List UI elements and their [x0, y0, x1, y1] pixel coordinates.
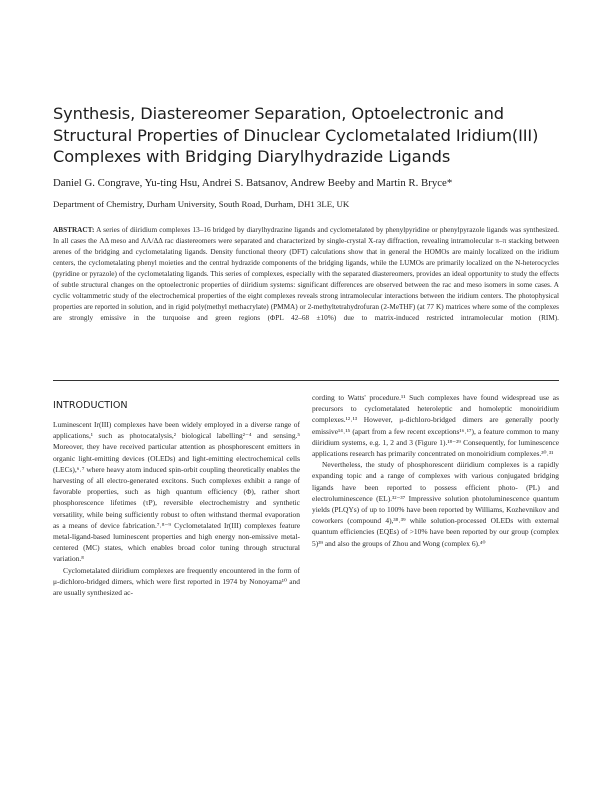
abstract-text: A series of diiridium complexes 13–16 bridged by diarylhydrazine ligands and cyclometalated by phenylpyridine or phenylpyrazole ligands was synthesized. In all cases the ΛΔ meso and ΛΛ/ΔΔ rac diastereomers were separated and characterized by single-crystal X-ray diffraction, revealing intramolecular π–π stacking between arenes of the bridging and cyclometalating ligands. Density functional theory (DFT) calculations show that in general the HOMOs are mainly localized on the iridium centers, the cyclometalating phenyl moieties and the central hydrazide components of the bridging ligands, while the LUMOs are primarily localized on the N-heterocycles (pyridine or pyrazole) of the cyclometalating ligands. This series of complexes, especially with the separated diastereomers, provides an ideal opportunity to study the effects of subtle structural changes on the optoelectronic properties of diiridium systems: significant differences are observed between the rac and meso isomers in some cases. A cyclic voltammetric study of the electrochemical properties of the eight complexes reveals strong intramolecular interactions between the iridium centers. The photophysical properties are reported in solution, and in rigid poly(methyl methacrylate) (PMMA) or 2-methyltetrahydrofuran (2-MeTHF) (at 77 K) matrices where some of the complexes are strongly emissive in the turquoise and green regions (ΦPL 42–68 ±10%) due to matrix-induced restricted intramolecular motion (RIM).	[53, 226, 559, 322]
left-column	[53, 392, 300, 598]
intro-paragraph-3: cording to Watts' procedure.¹¹ Such complexes have found widespread use as precursors to cyclometalated heteroleptic and homoleptic monoiridium complexes.¹²˒¹³ However, μ-dichloro-bridged dimers are generally poorly emissive¹⁴˒¹⁵ (apart from a few recent exceptions¹⁶˒¹⁷), a feature common to many diiridium systems, e.g. 1, 2 and 3 (Figure 1).¹⁸⁻²⁹ Consequently, for luminescence applications research has primarily concentrated on monoiridium complexes.³⁰˒³¹	[312, 393, 559, 459]
abstract-divider	[53, 380, 559, 381]
abstract	[53, 225, 559, 324]
right-column	[312, 392, 559, 549]
author-list: Daniel G. Congrave, Yu-ting Hsu, Andrei S. Batsanov, Andrew Beeby and Martin R. Bryce*	[53, 177, 453, 189]
abstract-label: ABSTRACT:	[53, 226, 95, 234]
affiliation: Department of Chemistry, Durham University, South Road, Durham, DH1 3LE, UK	[53, 199, 350, 209]
intro-paragraph-4: Nevertheless, the study of phosphorescent diiridium complexes is a rapidly expanding topic and a range of complexes with various conjugated bridging ligands have been reported to possess efficient photo- (PL) and electroluminescence (EL).³²⁻³⁷ Impressive solution photoluminescence quantum yields (PLQYs) of up to 100% have been reported by Williams, Kozhevnikov and coworkers (compound 4),³⁸˒³⁹ while solution-processed OLEDs with external quantum efficiencies (EQEs) of >10% have been reported by our group (complex 5)³⁹ and also the groups of Zhou and Wong (complex 6).⁴⁰	[312, 460, 559, 548]
section-heading-introduction: INTRODUCTION	[53, 400, 128, 411]
intro-paragraph-1: Luminescent Ir(III) complexes have been widely employed in a diverse range of applications,¹ such as photocatalysis,² biological labelling²⁻⁴ and sensing.⁵ Moreover, they have received particular attention as phosphorescent emitters in organic light-emitting devices (OLEDs) and light-emitting electrochemical cells (LECs),⁶˒⁷ where heavy atom induced spin-orbit coupling theoretically enables the harvesting of all electro-generated excitons. Such complexes exhibit a range of favorable properties, such as high quantum efficiency (Φ), rather short phosphorescence lifetimes (τP), reversible electrochemistry and synthetic versatility, while being sufficiently robust to often withstand thermal evaporation as a means of device fabrication.⁷˒⁸⁻⁹ Cyclometalated Ir(III) complexes feature metal-ligand-based luminescent properties and high energy non-emissive metal-centered (MC) states, which enables broad color tuning through structural variation.⁸	[53, 420, 300, 564]
intro-paragraph-2: Cyclometalated diiridium complexes are frequently encountered in the form of μ-dichloro-bridged dimers, which were first reported in 1974 by Nonoyama¹⁰ and are usually synthesized ac-	[53, 565, 300, 598]
paper-title: Synthesis, Diastereomer Separation, Optoelectronic and Structural Properties of Dinuclear Cyclometalated Iridium(III) Complexes with Bridging Diarylhydrazide Ligands	[53, 104, 539, 166]
